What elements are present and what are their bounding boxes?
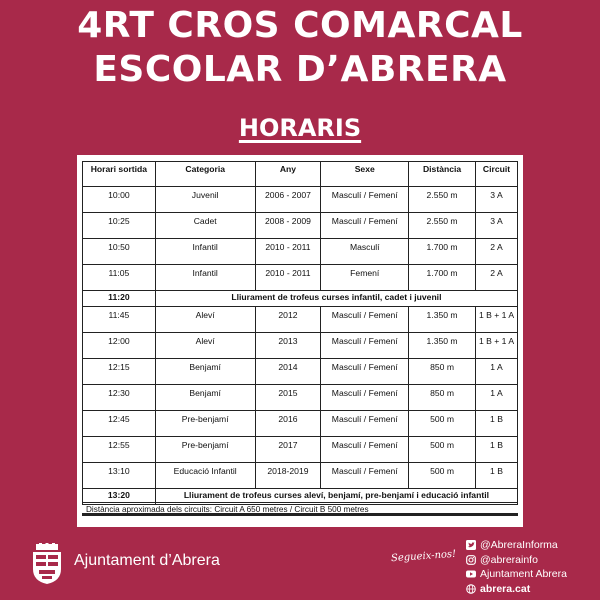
table-cell-distance: 1.350 m bbox=[409, 307, 476, 333]
table-cell-year: 2008 - 2009 bbox=[255, 213, 321, 239]
table-cell-year: 2016 bbox=[255, 411, 321, 437]
table-cell-distance: 850 m bbox=[409, 359, 476, 385]
table-cell-distance: 500 m bbox=[409, 411, 476, 437]
table-cell-circuit: 1 B + 1 A bbox=[476, 333, 518, 359]
table-cell-circuit: 1 B bbox=[476, 411, 518, 437]
column-header: Categoria bbox=[155, 162, 255, 187]
schedule-table bbox=[82, 161, 518, 505]
abrera-coat-of-arms-icon bbox=[30, 543, 64, 585]
ajuntament-brand: Ajuntament d’Abrera bbox=[74, 552, 220, 569]
column-header: Any bbox=[255, 162, 321, 187]
table-cell-sex: Masculí / Femení bbox=[321, 463, 409, 489]
social-youtube[interactable] bbox=[466, 567, 567, 582]
follow-us-slogan: Segueix-nos! bbox=[390, 548, 457, 565]
table-cell-time: 12:45 bbox=[83, 411, 156, 437]
table-cell-category: Aleví bbox=[155, 333, 255, 359]
subtitle-text: HORARIS bbox=[238, 114, 362, 142]
table-cell-category: Juvenil bbox=[155, 187, 255, 213]
table-cell-event: Lliurament de trofeus curses aleví, benjamí, pre-benjamí i educació infantil bbox=[155, 489, 517, 505]
table-cell-time: 10:25 bbox=[83, 213, 156, 239]
awards-row bbox=[83, 291, 518, 307]
table-cell-sex: Masculí / Femení bbox=[321, 359, 409, 385]
table-cell-category: Cadet bbox=[155, 213, 255, 239]
table-cell-distance: 500 m bbox=[409, 463, 476, 489]
table-cell-sex: Masculí / Femení bbox=[321, 187, 409, 213]
social-website[interactable] bbox=[466, 582, 567, 597]
globe-icon bbox=[466, 584, 476, 594]
table-cell-category: Educació Infantil bbox=[155, 463, 255, 489]
table-cell-circuit: 2 A bbox=[476, 239, 518, 265]
circuit-distance-note: Distància aproximada dels circuits: Circuit A 650 metres / Circuit B 500 metres bbox=[82, 502, 518, 516]
twitter-icon bbox=[466, 540, 476, 550]
website-url: abrera.cat bbox=[480, 582, 531, 595]
social-links bbox=[466, 538, 567, 596]
table-cell-year: 2010 - 2011 bbox=[255, 265, 321, 291]
instagram-icon bbox=[466, 555, 476, 565]
table-cell-distance: 2.550 m bbox=[409, 187, 476, 213]
table-row bbox=[83, 265, 518, 291]
table-row bbox=[83, 239, 518, 265]
table-cell-distance: 850 m bbox=[409, 385, 476, 411]
column-header: Circuit bbox=[476, 162, 518, 187]
table-row bbox=[83, 437, 518, 463]
table-cell-year: 2012 bbox=[255, 307, 321, 333]
table-cell-category: Aleví bbox=[155, 307, 255, 333]
table-cell-category: Infantil bbox=[155, 265, 255, 291]
schedule-sheet bbox=[77, 155, 523, 527]
table-cell-year: 2010 - 2011 bbox=[255, 239, 321, 265]
instagram-handle: @abrerainfo bbox=[480, 553, 538, 566]
table-row bbox=[83, 333, 518, 359]
table-row bbox=[83, 187, 518, 213]
table-header-row bbox=[83, 162, 518, 187]
social-twitter[interactable] bbox=[466, 538, 567, 553]
table-row bbox=[83, 359, 518, 385]
table-cell-sex: Masculí / Femení bbox=[321, 307, 409, 333]
table-cell-time: 13:20 bbox=[83, 489, 156, 505]
table-cell-distance: 1.700 m bbox=[409, 239, 476, 265]
table-cell-time: 12:00 bbox=[83, 333, 156, 359]
table-cell-sex: Masculí / Femení bbox=[321, 385, 409, 411]
page-title bbox=[0, 4, 600, 92]
column-header: Distància bbox=[409, 162, 476, 187]
table-body bbox=[83, 187, 518, 505]
table-cell-sex: Masculí / Femení bbox=[321, 411, 409, 437]
column-header: Horari sortida bbox=[83, 162, 156, 187]
table-cell-year: 2014 bbox=[255, 359, 321, 385]
table-cell-year: 2013 bbox=[255, 333, 321, 359]
table-cell-circuit: 2 A bbox=[476, 265, 518, 291]
table-cell-category: Benjamí bbox=[155, 385, 255, 411]
table-cell-sex: Femení bbox=[321, 265, 409, 291]
table-cell-time: 12:30 bbox=[83, 385, 156, 411]
table-row bbox=[83, 411, 518, 437]
twitter-handle: @AbreraInforma bbox=[480, 539, 558, 551]
table-cell-sex: Masculí / Femení bbox=[321, 333, 409, 359]
table-cell-distance: 2.550 m bbox=[409, 213, 476, 239]
section-subtitle bbox=[0, 113, 600, 143]
table-cell-sex: Masculí bbox=[321, 239, 409, 265]
table-cell-circuit: 1 B bbox=[476, 437, 518, 463]
table-cell-circuit: 1 A bbox=[476, 359, 518, 385]
table-cell-circuit: 3 A bbox=[476, 213, 518, 239]
title-line-2: ESCOLAR D’ABRERA bbox=[93, 49, 507, 90]
table-cell-category: Pre-benjamí bbox=[155, 437, 255, 463]
youtube-channel: Ajuntament Abrera bbox=[480, 568, 567, 580]
table-row bbox=[83, 463, 518, 489]
table-cell-year: 2018-2019 bbox=[255, 463, 321, 489]
table-cell-time: 11:05 bbox=[83, 265, 156, 291]
table-cell-circuit: 1 B bbox=[476, 463, 518, 489]
table-cell-category: Benjamí bbox=[155, 359, 255, 385]
column-header: Sexe bbox=[321, 162, 409, 187]
youtube-icon bbox=[466, 569, 476, 579]
table-cell-time: 13:10 bbox=[83, 463, 156, 489]
table-cell-category: Infantil bbox=[155, 239, 255, 265]
table-cell-time: 11:20 bbox=[83, 291, 156, 307]
title-line-1: 4RT CROS COMARCAL bbox=[77, 5, 523, 46]
table-cell-time: 10:50 bbox=[83, 239, 156, 265]
table-cell-year: 2006 - 2007 bbox=[255, 187, 321, 213]
table-cell-year: 2017 bbox=[255, 437, 321, 463]
table-cell-event: Lliurament de trofeus curses infantil, cadet i juvenil bbox=[155, 291, 517, 307]
table-cell-time: 12:55 bbox=[83, 437, 156, 463]
table-row bbox=[83, 307, 518, 333]
table-cell-time: 11:45 bbox=[83, 307, 156, 333]
table-cell-sex: Masculí / Femení bbox=[321, 437, 409, 463]
social-instagram[interactable] bbox=[466, 553, 567, 568]
table-cell-circuit: 1 B + 1 A bbox=[476, 307, 518, 333]
table-cell-circuit: 1 A bbox=[476, 385, 518, 411]
table-cell-category: Pre-benjamí bbox=[155, 411, 255, 437]
table-cell-year: 2015 bbox=[255, 385, 321, 411]
table-cell-circuit: 3 A bbox=[476, 187, 518, 213]
table-cell-distance: 1.700 m bbox=[409, 265, 476, 291]
table-row bbox=[83, 385, 518, 411]
table-row bbox=[83, 213, 518, 239]
table-cell-sex: Masculí / Femení bbox=[321, 213, 409, 239]
table-cell-distance: 1.350 m bbox=[409, 333, 476, 359]
table-cell-time: 12:15 bbox=[83, 359, 156, 385]
table-cell-time: 10:00 bbox=[83, 187, 156, 213]
table-cell-distance: 500 m bbox=[409, 437, 476, 463]
